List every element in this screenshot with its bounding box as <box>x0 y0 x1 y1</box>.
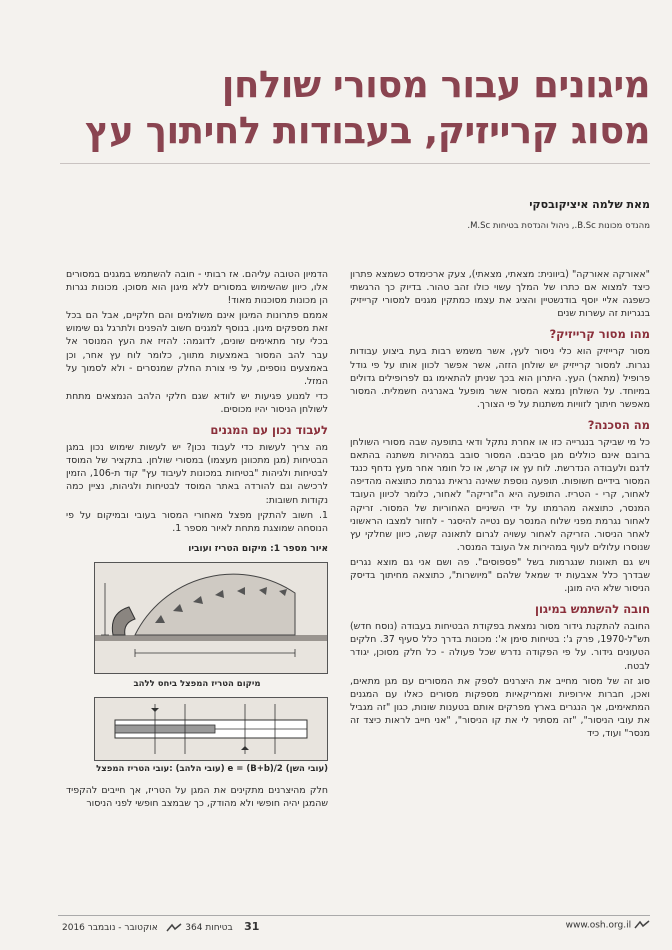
right-column <box>350 268 650 742</box>
paragraph: מסור קרייזיק הוא כלי ניסור לעץ, אשר משמש רבות בעת ביצוע עבודות נגרות. למסור קרייזיק יש שולחן הזזה, אשר אפשר לכוון אותו על פי גודל פרופיל (מתאר) העץ. היתרון הוא בכך שניתן להתאימו גם לפרופילים גדולים במיוחד. על השולחן נמצא המסור אשר מופעל באנרגיה חשמלית. המסור מאפשר חיתוך לזוויות משתנות על פי הצורך. <box>350 346 650 410</box>
figure-subcaption: מיקום הטריז המפצל ביחס ללהב <box>133 678 261 689</box>
paragraph: סוג זה של מסור מחייב את היצרנים לספק את המסורים עם מגן מתאים, ואכן, חברות אירופיות ואמריקאיות מספקות מסורים כאלו עם המגנים המתאימים, אך הנגרים בארץ מפרקים אותם בטענות שונות, כגון "זה מגביל את עובי הניסור", "זה מסתיר לי את קו הניסור", "אני חייב לראות כיצד זה מנסר" ועוד, כיד <box>350 675 650 739</box>
formula-expression: (עובי הלהב) e = (B+b)/2 (עובי השן) <box>175 763 328 774</box>
site-logo-icon <box>634 920 650 930</box>
paragraph: חלק מהיצרנים מתקינים את המגן על הטריז, אך חייבים להקפיד שהמגן יהיה חופשי ולא מהודק, כך שבמצב חופשי לפני הניסור <box>66 785 328 810</box>
title-line-1: מיגונים עבור מסורי שולחן <box>221 63 650 106</box>
footer-left <box>62 920 259 933</box>
article-title <box>85 62 650 154</box>
cross-section-drawing <box>95 698 327 760</box>
paragraph: 1. חשוב להתקין מפצל מאחורי המסור בעובי ובמיקום על פי הנוסחה שמוצגת מתחת לאיור מספר 1. <box>66 509 328 534</box>
paragraph: מה צריך לעשות כדי לעבוד נכון? יש לעשות שימוש נכון במגן הבטיחות (מגן מתכוונן מעצמו) במסורי שולחן. בתקציר של המוסד לבטיחות ולגיהות "בטיחות במכונות לעיבוד עץ" קוד ת-106, הזמין לרכישה וגם להורדה באתר המוסד לבטיחות ולגיהות, נציין כמה נקודות חשובות: <box>66 442 328 506</box>
title-divider <box>60 163 650 164</box>
title-line-2: מסוג קרייזיק, בעבודות לחיתוך עץ <box>85 109 650 152</box>
paragraph: הדמיון הטובה עליהם. אז רבותי - חובה להשתמש במגנים במסורים אלו, כיוון שהשימוש במסורים ללא מיגון הוא מסוכן. מכונות נגרות הן מכונות מסוכנות מאוד! <box>66 269 328 307</box>
section-heading: מהו מסור קרייזיק? <box>549 327 650 342</box>
left-column <box>66 268 328 812</box>
author-credentials: מהנדס מכונות B.Sc., ניהול והנדסת בטיחות M.Sc. <box>467 221 650 231</box>
website-link[interactable]: www.osh.org.il <box>565 920 632 931</box>
magazine-logo-icon <box>166 923 182 933</box>
formula-label: עובי הטריז המפצל: <box>96 763 173 774</box>
riving-knife-formula <box>66 763 328 776</box>
issue-date: אוקטובר - נובמבר 2016 <box>62 923 158 933</box>
footer-divider <box>58 915 650 916</box>
footer-right <box>566 920 650 931</box>
paragraph: אממם פתרונות המיגון אינם משולמים והם חלקיים, אבל הם בכל זאת מספקים מיגון. בנוסף למגנים חשוב להפנים ולתרגל גם שימוש בכלי עזר מתאימים שונים, לדוגמה: להזיז את העץ המנוסר אל עבר להב המסור באמצעות מתווך, כלומר לוח עץ אחר, וכן באמצעים נוספים, על פי צורת החלק שמנסרים - ולא לסמוך על המזל. <box>66 310 328 387</box>
paragraph: ויש גם תאונות שנגרמות בשל "פספוסים". פה ושם אני גם מוצא נגרים שבדרך כלל אצבעות יד שמאל שלהם "מיושרות", כתוצאה מחיתוך בדיסק הניסור שלא היה מוגן. <box>350 556 650 595</box>
section-heading: חובה להשתמש במיגון <box>535 602 650 617</box>
figure-caption: איור מספר 1: מיקום הטריז ועוביו <box>188 543 328 554</box>
paragraph: כל מי שביקר בנגרייה כזו או אחרת נתקל ודאי בתופעה שבה מסורי השולחן ברובם אינם כוללים מגן סביבם. המסור סובב במהירות משתנה בהתאם לדגם ולעבודה הנדרשת. לוח עץ או קרש, או כל חומר אחר מעץ נדחף כנגד המסור בידיים חשופות. תופעה נוספת שאינה נראית נגרמת כתוצאה מהדיפה לאחור, קרי - הטריז. התופעה היא ה"זריקה" לאחור, כלומר לכיוון העובד המנסר, כתוצאה מהרמתו על ידי השיניים האחוריות של המסור. זריקה לאחור נגרמת מפני שלוח המנסר עם נטייה להיסגר - לחזור למצבו הראשוני לאחר הניסור. הזריקה לאחור עשויה לגרום לתאונה קשה, כיוון שחלקי עץ שנוסרו עלולים לעוף במהירות אל העובד המנסר. <box>350 437 650 553</box>
paragraph: כדי למנוע פגיעות יש לוודא שגם חלקי הלהב הנמצאים מתחת לשולחן הניסור יהיו מכוסים. <box>66 390 328 415</box>
author-name: מאת שלמה איציקובסקי <box>529 198 650 211</box>
section-heading: לעבוד נכון עם המגנים <box>210 423 328 438</box>
riving-knife-cross-section <box>94 697 328 761</box>
section-heading: מה הסכנה? <box>587 417 650 432</box>
saw-blade-illustration <box>94 562 328 674</box>
intro-paragraph: "אאורקה אאורקה" (ביוונית: מצאתי, מצאתי), צעק ארכימדס כשמצא פתרון כיצד למצוא אם כתרו של המלך עשוי כולו זהב טהור. בדיוק כך הרגשתי כשפגה אליי יוסף בודנשטיין והציג את עצמו כמתקין מגנים למסורי קרייזיק בנגריות זה עשרות שנים <box>350 269 650 320</box>
page-number: 31 <box>244 920 260 933</box>
paragraph: החובה להתקנת גידור מסור נמצאת בפקודת הבטיחות בעבודה (נוסח חדש) תש"ל-1970, פרק ג': בטיחות סימן א': מכונות בדרך כלל סעיף 37. חלקים הטעונים גידור. על פי הפקודה נדרש שכל פעולה - כל חלק מסוכן, יגודר לבטח. <box>350 621 650 672</box>
magazine-name: בטיחות 364 <box>185 923 233 933</box>
saw-blade-drawing <box>95 563 327 673</box>
